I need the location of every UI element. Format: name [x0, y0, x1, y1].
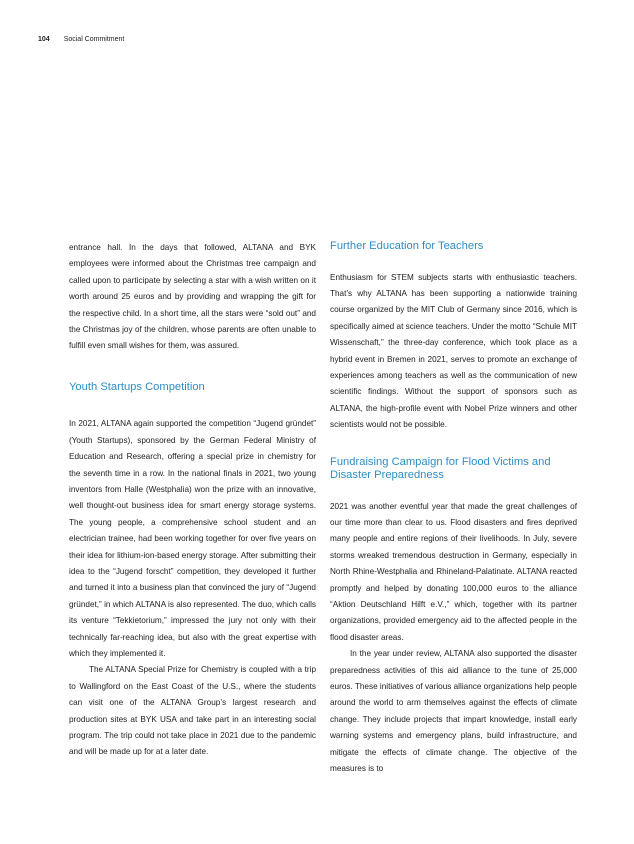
- teachers-paragraph: Enthusiasm for STEM subjects starts with enthusiastic teachers. That’s why ALTANA has been supporting a nationwide training course organized by the MIT Club of Germany since 2016, which is specifically aimed at science teachers. Under the motto “Schule MIT Wissenschaft,” the three-day conference, which took place as a hybrid event in Bremen in 2021, serves to promote an exchange of experiences among teachers as well as the communication of new scientific findings. Without the support of sponsors such as ALTANA, the high-profile event with Nobel Prize winners and other scientists would not be possible.: [330, 272, 577, 430]
- christmas-paragraph: entrance hall. In the days that followed, ALTANA and BYK employees were informed about the Christmas tree campaign and called upon to participate by selecting a star with a wish written on it worth around 25 euros and by providing and wrapping the gift for the respective child. In a short time, all the stars were “sold out” and the Christmas joy of the children, whose parents are often unable to fulfill even small wishes for them, was assured.: [69, 243, 316, 351]
- flood-heading: Fundraising Campaign for Flood Victims and Disaster Preparedness: [330, 455, 551, 482]
- flood-paragraph-2: In the year under review, ALTANA also supported the disaster preparedness activities of this aid alliance to the tune of 25,000 euros. These initiatives of various alliance organizations help people around the world to arm themselves against the effects of climate change. They include projects that impart knowledge, install early warning systems and emergency plans, build infrastructure, and mitigate the effects of climate change. The objective of the measures is to: [330, 649, 577, 774]
- section-title: Social Commitment: [63, 36, 125, 43]
- right-column: [330, 240, 577, 777]
- youth-startups-paragraph-2: The ALTANA Special Prize for Chemistry is coupled with a trip to Wallingford on the East Coast of the U.S., where the students can visit one of the ALTANA Group’s largest research and production sites at BYK USA and take part in an interesting social program. The trip could not take place in 2021 due to the pandemic and will be made up for at a later date.: [69, 665, 316, 757]
- teachers-heading: Further Education for Teachers: [330, 240, 484, 252]
- youth-startups-paragraph-1: In 2021, ALTANA again supported the competition “Jugend gründet” (Youth Startups), sponsored by the German Federal Ministry of Education and Research, offering a special prize in chemistry for the seventh time in a row. In the national finals in 2021, two young inventors from Halle (Westphalia) won the prize with an innovative, well thought-out business idea for smart energy storage systems. The young people, a comprehensive school student and an electrician trainee, had been working together for over five years on their idea for lithium-ion-based energy storage. After submitting their idea to the “Jugend forscht” competition, they developed it further and turned it into a business plan that convinced the jury of “Jugend gründet,” in which ALTANA is also represented. The duo, which calls its venture “Tekkietorium,” impressed the jury not only with their technically far-reaching idea, but also with the great expertise with which they implemented it.: [69, 419, 316, 659]
- page-header: [38, 36, 124, 43]
- youth-startups-heading: Youth Startups Competition: [69, 380, 205, 393]
- left-column: [69, 240, 316, 761]
- page-number: 104: [38, 36, 50, 43]
- flood-paragraph-1: 2021 was another eventful year that made the great challenges of our time more than clear to us. Flood disasters and fires deprived many people and entire regions of their livelihoods. In July, severe storms wreaked tremendous destruction in Germany, especially in North Rhine-Westphalia and Rhineland-Palatinate. ALTANA reacted promptly and helped by donating 100,000 euros to the alliance “Aktion Deutschland Hilft e.V.,” which, together with its partner organizations, provided emergency aid to the affected people in the flood disaster areas.: [330, 501, 577, 642]
